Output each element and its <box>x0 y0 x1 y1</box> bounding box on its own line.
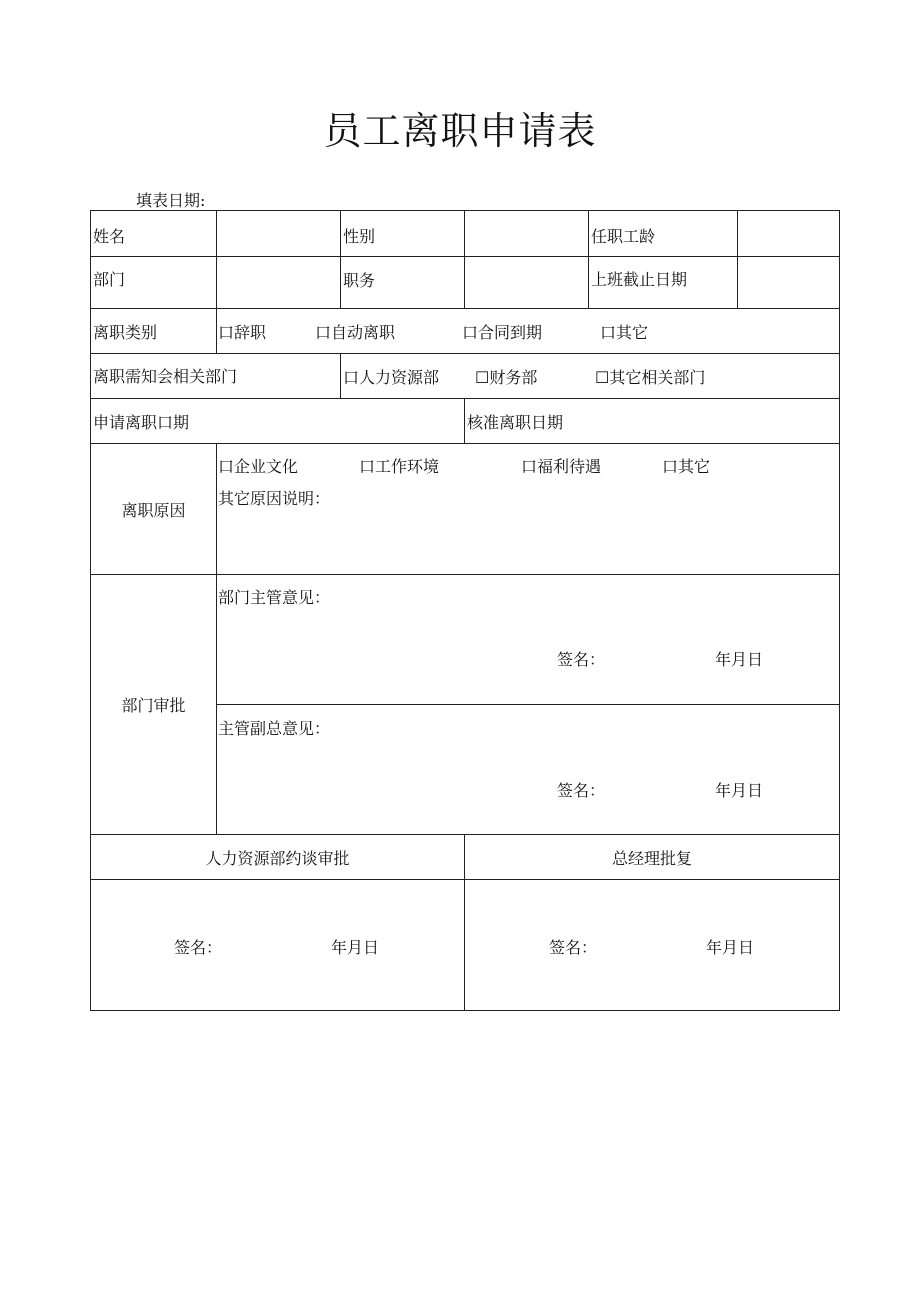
option-finance-dept[interactable]: ☐财务部 <box>475 368 538 387</box>
gender-label-cell <box>340 210 465 257</box>
supervisor-opinion-label: 部门主管意见： <box>218 588 331 607</box>
seniority-field[interactable] <box>737 210 840 257</box>
hr-sign-cell[interactable] <box>90 879 465 1011</box>
option-hr-dept[interactable]: 口人力资源部 <box>343 368 440 387</box>
name-field[interactable] <box>216 210 341 257</box>
option-other-dept[interactable]: ☐其它相关部门 <box>595 368 706 387</box>
approve-date-cell[interactable] <box>464 398 840 444</box>
supervisor-date-label: 年月日 <box>715 650 764 669</box>
reason-label: 离职原因 <box>121 500 186 520</box>
position-field[interactable] <box>464 256 589 309</box>
position-label-cell <box>340 256 465 309</box>
last-day-label: 上班截止日期 <box>591 270 688 289</box>
last-day-field[interactable] <box>737 256 840 309</box>
other-reason-label: 其它原因说明： <box>218 489 331 508</box>
vp-opinion-cell[interactable] <box>216 704 840 835</box>
resign-type-options <box>216 308 840 354</box>
gm-sign-cell[interactable] <box>464 879 840 1011</box>
option-culture[interactable]: 口企业文化 <box>218 457 299 476</box>
notify-dept-options <box>340 353 840 399</box>
hr-date-label: 年月日 <box>331 938 380 957</box>
option-auto-leave[interactable]: 口自动离职 <box>315 323 396 342</box>
option-resign[interactable]: 口辞职 <box>218 323 267 342</box>
approve-date-label: 核准离职日期 <box>467 413 564 432</box>
name-label: 姓名 <box>93 227 126 246</box>
vp-sign-label: 签名： <box>557 781 606 800</box>
hr-approval-header <box>90 834 465 880</box>
resign-type-label-cell <box>90 308 217 354</box>
vp-date-label: 年月日 <box>715 781 764 800</box>
supervisor-opinion-cell[interactable] <box>216 574 840 705</box>
option-contract-expire[interactable]: 口合同到期 <box>462 323 543 342</box>
last-day-label-cell <box>588 256 738 309</box>
dept-label: 部门 <box>93 270 126 289</box>
gm-sign-label: 签名： <box>549 938 598 957</box>
gm-date-label: 年月日 <box>706 938 755 957</box>
dept-approval-label-cell <box>90 574 217 835</box>
option-other-reason[interactable]: 口其它 <box>662 457 711 476</box>
notify-dept-label: 离职需知会相关部门 <box>93 367 238 386</box>
gm-reply-label: 总经理批复 <box>611 848 692 868</box>
name-label-cell <box>90 210 217 257</box>
page-title: 员工离职申请表 <box>323 109 597 153</box>
hr-sign-label: 签名： <box>174 938 223 957</box>
dept-approval-label: 部门审批 <box>121 696 186 715</box>
position-label: 职务 <box>343 271 376 290</box>
dept-label-cell <box>90 256 217 309</box>
seniority-label: 任职工龄 <box>591 227 656 246</box>
apply-date-cell[interactable] <box>90 398 465 444</box>
option-other-type[interactable]: 口其它 <box>600 323 649 342</box>
seniority-label-cell <box>588 210 738 257</box>
dept-field[interactable] <box>216 256 341 309</box>
hr-approval-label: 人力资源部约谈审批 <box>205 848 350 868</box>
supervisor-sign-label: 签名： <box>557 650 606 669</box>
gender-label: 性别 <box>343 227 376 246</box>
gm-reply-header <box>464 834 840 880</box>
vp-opinion-label: 主管副总意见： <box>218 719 331 738</box>
reason-label-cell <box>90 443 217 575</box>
fill-date-label: 填表日期: <box>136 191 206 210</box>
reason-content[interactable] <box>216 443 840 575</box>
option-environment[interactable]: 口工作环境 <box>359 457 440 476</box>
apply-date-label: 申请离职口期 <box>93 413 190 432</box>
gender-field[interactable] <box>464 210 589 257</box>
option-benefits[interactable]: 口福利待遇 <box>521 457 602 476</box>
resign-type-label: 离职类别 <box>93 323 158 342</box>
notify-dept-label-cell <box>90 353 341 399</box>
